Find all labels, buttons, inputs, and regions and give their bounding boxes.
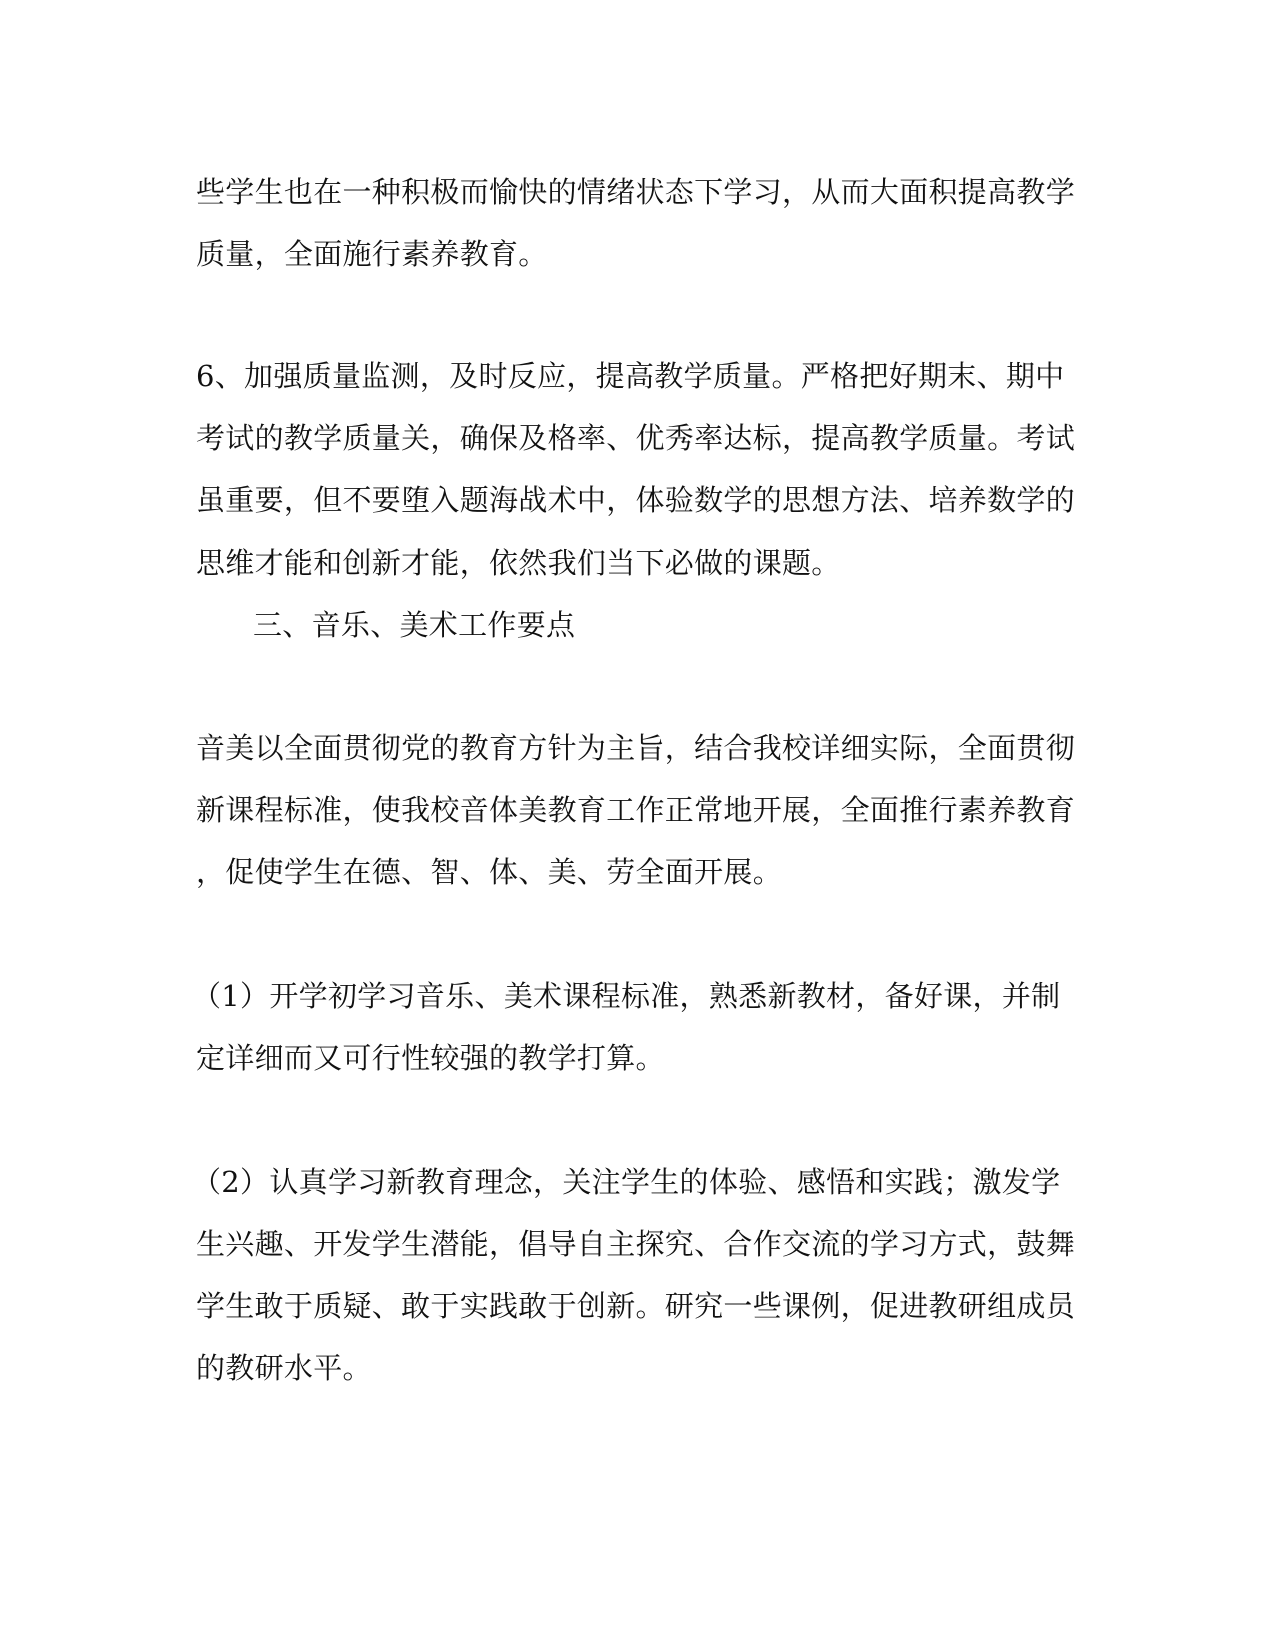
text-line: 些学生也在一种积极而愉快的情绪状态下学习，从而大面积提高教学 (196, 175, 1076, 209)
text-line: 质量，全面施行素养教育。 (196, 237, 548, 271)
section-heading: 三、音乐、美术工作要点 (253, 608, 576, 642)
text-line: （2）认真学习新教育理念，关注学生的体验、感悟和实践；激发学 (192, 1165, 1061, 1199)
text-line: 6、加强质量监测，及时反应，提高教学质量。严格把好期末、期中 (196, 359, 1065, 393)
text-line: 学生敢于质疑、敢于实践敢于创新。研究一些课例，促进教研组成员 (196, 1289, 1076, 1323)
text-line: 定详细而又可行性较强的教学打算。 (196, 1041, 665, 1075)
text-line: （1）开学初学习音乐、美术课程标准，熟悉新教材，备好课，并制 (192, 979, 1061, 1013)
text-line: 生兴趣、开发学生潜能，倡导自主探究、合作交流的学习方式，鼓舞 (196, 1227, 1076, 1261)
text-line: 思维才能和创新才能，依然我们当下必做的课题。 (196, 546, 841, 580)
text-line: 虽重要，但不要堕入题海战术中，体验数学的思想方法、培养数学的 (196, 483, 1076, 517)
text-line: 的教研水平。 (196, 1351, 372, 1385)
text-line: 新课程标准，使我校音体美教育工作正常地开展，全面推行素养教育 (196, 793, 1076, 827)
text-line: 音美以全面贯彻党的教育方针为主旨，结合我校详细实际，全面贯彻 (196, 731, 1076, 765)
text-line: ，促使学生在德、智、体、美、劳全面开展。 (196, 855, 783, 889)
text-line: 考试的教学质量关，确保及格率、优秀率达标，提高教学质量。考试 (196, 421, 1076, 455)
